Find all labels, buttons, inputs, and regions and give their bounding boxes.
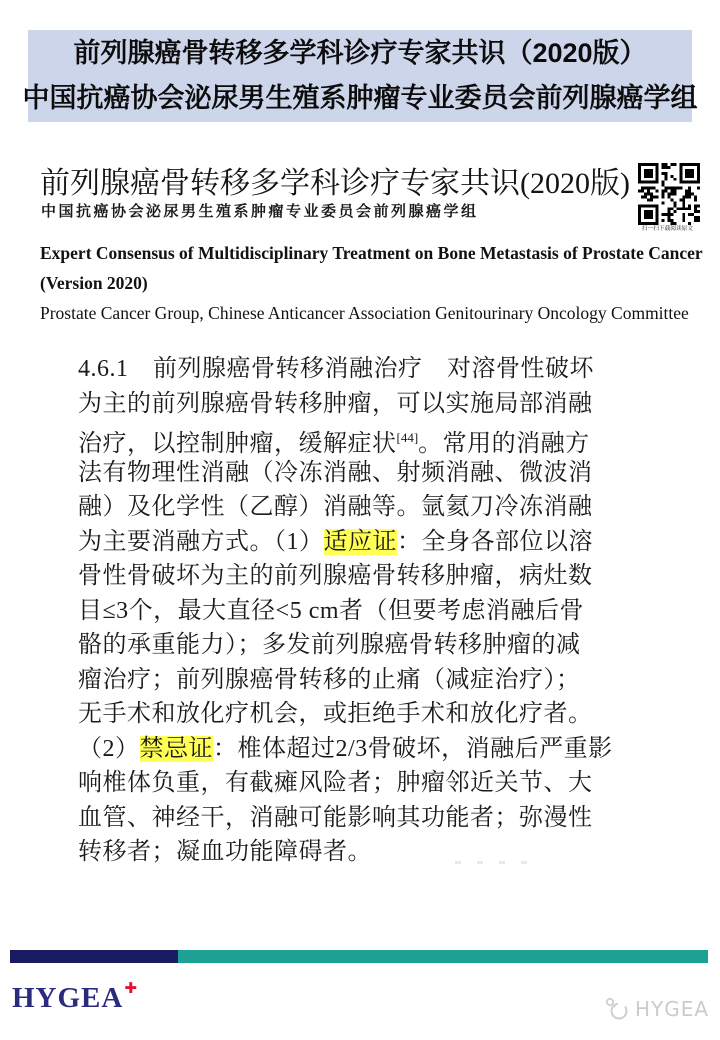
body-line: 4.6.1 前列腺癌骨转移消融治疗 对溶骨性破坏 — [78, 356, 594, 382]
highlighted-term: 禁忌证 — [139, 735, 213, 762]
body-line: （2）禁忌证：椎体超过2/3骨破坏，消融后严重影 — [78, 735, 613, 762]
highlighted-term: 适应证 — [323, 528, 397, 555]
qr-code-icon — [638, 163, 700, 225]
qr-caption: 扫一扫下载阅读原文 — [641, 225, 694, 232]
article-group-en: Prostate Cancer Group, Chinese Anticancer Association Genitourinary Oncology Committee — [40, 303, 689, 323]
banner-title-line2: 中国抗癌协会泌尿男生殖系肿瘤专业委员会前列腺癌学组 — [22, 83, 698, 113]
body-paragraph — [78, 352, 618, 870]
body-line: 为主的前列腺癌骨转移肿瘤，可以实施局部消融 — [78, 390, 593, 417]
article-title-en-line1: Expert Consensus of Multidisciplinary Treatment on Bone Metastasis of Prostate Cancer — [40, 243, 703, 263]
body-line: 骼的承重能力）；多发前列腺癌骨转移肿瘤的减 — [78, 632, 581, 658]
footer-bar-navy — [10, 950, 178, 963]
qr-code-block — [638, 163, 700, 233]
body-line: 无手术和放化疗机会，或拒绝手术和放化疗者。 — [78, 701, 593, 727]
red-cross-icon: ✚ — [124, 979, 138, 997]
hygea-logo — [12, 979, 138, 1015]
article-title-en-block — [40, 238, 703, 328]
body-line: 为主要消融方式。（1）适应证：全身各部位以溶 — [78, 528, 593, 555]
hygea-watermark — [604, 996, 709, 1022]
article-subtitle-zh: 中国抗癌协会泌尿男生殖系肿瘤专业委员会前列腺癌学组 — [41, 204, 479, 220]
stethoscope-icon — [604, 996, 630, 1022]
body-line: 法有物理性消融（冷冻消融、射频消融、微波消 — [78, 459, 593, 486]
body-line: 骨性骨破坏为主的前列腺癌骨转移肿瘤，病灶数 — [78, 563, 593, 589]
body-line: 瘤治疗；前列腺癌骨转移的止痛（减症治疗）； — [78, 666, 581, 693]
hygea-logo-text: HYGEA — [12, 982, 124, 1014]
header-banner — [22, 30, 698, 122]
scan-artifact — [455, 861, 535, 864]
body-line: 融）及化学性（乙醇）消融等。氩氦刀冷冻消融 — [78, 494, 593, 520]
footer-bar-teal — [178, 950, 708, 963]
body-line: 响椎体负重，有截瘫风险者；肿瘤邻近关节、大 — [78, 770, 593, 796]
article-title-zh: 前列腺癌骨转移多学科诊疗专家共识(2020版) — [40, 167, 630, 200]
body-line: 血管、神经干，消融可能影响其功能者；弥漫性 — [78, 804, 593, 831]
article-title-en-line2: (Version 2020) — [40, 273, 148, 293]
body-line: 治疗，以控制肿瘤，缓解症状[44]。常用的消融方 — [78, 430, 590, 457]
watermark-text: HYGEA — [635, 997, 710, 1021]
body-line: 转移者；凝血功能障碍者。 — [78, 839, 372, 865]
banner-title-line1: 前列腺癌骨转移多学科诊疗专家共识（2020版） — [73, 38, 647, 68]
body-line: 目≤3个，最大直径<5 cm者（但要考虑消融后骨 — [78, 597, 585, 624]
